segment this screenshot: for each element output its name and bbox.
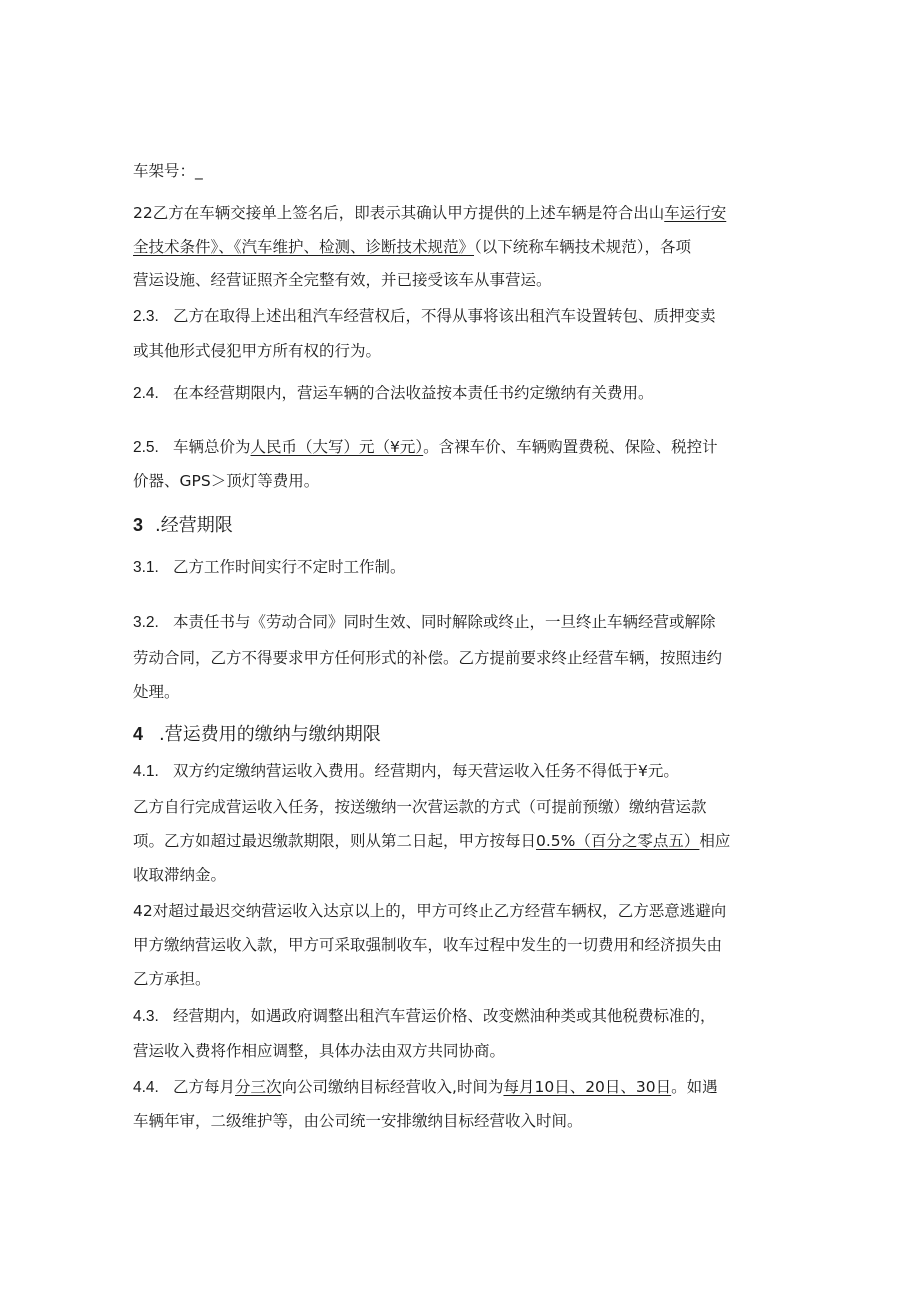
clause-2-5-line-1: [133, 437, 793, 458]
clause-number: 2.3.: [133, 308, 159, 325]
clause-4-1-text: 双方约定缴纳营运收入费用。经营期内，每天营运收入任务不得低于¥元。: [173, 762, 679, 780]
clause-2-2-text: 22乙方在车辆交接单上签名后，即表示其确认甲方提供的上述车辆是符合出山: [133, 204, 665, 222]
clause-2-3-text: 乙方在取得上述出租汽车经营权后，不得从事将该出租汽车设置转包、质押变卖: [173, 307, 716, 325]
section-4-heading: [133, 722, 793, 747]
clause-2-2-text: 营运设施、经营证照齐全完整有效，并已接受该车从事营运。: [133, 271, 552, 289]
clause-3-2-text: 劳动合同，乙方不得要求甲方任何形式的补偿。乙方提前要求终止经营车辆，按照违约: [133, 649, 723, 667]
clause-4-1-line-4: [133, 865, 793, 885]
clause-4-1-line-3: [133, 831, 793, 851]
clause-4-3-text: 营运收入费将作相应调整，具体办法由双方共同协商。: [133, 1042, 506, 1060]
clause-2-4-text: 在本经营期限内，营运车辆的合法收益按本责任书约定缴纳有关费用。: [173, 384, 654, 402]
underlined-text: 0.5%（百分之零点五）: [536, 832, 700, 850]
clause-4-3-line-1: [133, 1006, 793, 1027]
clause-2-3-text: 或其他形式侵犯甲方所有权的行为。: [133, 342, 382, 360]
clause-3-2-line-3: [133, 682, 793, 702]
underlined-text: 车运行安: [664, 204, 727, 222]
clause-3-2-text: 处理。: [133, 683, 180, 701]
clause-3-2-line-1: [133, 612, 793, 633]
clause-4-2-line-1: [133, 901, 793, 921]
clause-4-4-text: 乙方每月: [173, 1078, 236, 1096]
clause-4-2-text: 甲方缴纳营运收入款，甲方可采取强制收车，收车过程中发生的一切费用和经济损失由: [133, 936, 723, 954]
clause-number: 4.1.: [133, 763, 159, 780]
clause-4-1-text: 收取滞纳金。: [133, 866, 227, 884]
clause-2-5-line-2: [133, 471, 793, 491]
clause-4-4-text: 。如遇: [671, 1078, 718, 1096]
clause-2-4-line-1: [133, 383, 793, 404]
section-title: .经营期限: [155, 515, 233, 536]
clause-number: 4.3.: [133, 1008, 159, 1025]
frame-number-label: 车架号：_: [133, 162, 203, 180]
clause-4-4-line-2: [133, 1111, 793, 1131]
underlined-text: 分三次: [235, 1078, 282, 1096]
clause-4-3-text: 经营期内，如遇政府调整出租汽车营运价格、改变燃油种类或其他税费标准的，: [173, 1007, 716, 1025]
clause-4-1-line-1: [133, 761, 793, 782]
clause-3-2-text: 本责任书与《劳动合同》同时生效、同时解除或终止，一旦终止车辆经营或解除: [173, 613, 716, 631]
clause-4-1-text: 乙方自行完成营运收入任务，按送缴纳一次营运款的方式（可提前预缴）缴纳营运款: [133, 798, 707, 816]
clause-2-3-line-2: [133, 341, 793, 361]
clause-2-2-text: （以下统称车辆技术规范），各项: [474, 238, 692, 256]
clause-2-2-line-1: [133, 203, 793, 223]
clause-number: 3.1.: [133, 559, 159, 576]
clause-2-3-line-1: [133, 306, 793, 327]
clause-number: 2.4.: [133, 385, 159, 402]
underlined-text: 全技术条件》、《汽车维护、检测、诊断技术规范》: [133, 238, 475, 256]
clause-4-2-text: 42对超过最迟交纳营运收入达京以上的，甲方可终止乙方经营车辆权，乙方恶意逃避向: [133, 902, 727, 920]
clause-number: 3.2.: [133, 614, 159, 631]
clause-4-2-line-2: [133, 935, 793, 955]
clause-4-2-text: 乙方承担。: [133, 970, 211, 988]
clause-2-5-text: 车辆总价为: [173, 438, 251, 456]
clause-2-5-text: 。含裸车价、车辆购置费税、保险、税控计: [423, 438, 718, 456]
clause-3-1-line-1: [133, 557, 793, 578]
section-title: .营运费用的缴纳与缴纳期限: [159, 724, 381, 745]
clause-3-2-line-2: [133, 648, 793, 668]
clause-2-2-line-3: [133, 270, 793, 290]
clause-4-4-text: 向公司缴纳目标经营收入,时间为: [281, 1078, 504, 1096]
clause-4-4-line-1: [133, 1077, 793, 1098]
section-number: 3: [133, 515, 144, 535]
clause-2-2-line-2: [133, 237, 793, 257]
clause-4-1-line-2: [133, 797, 793, 817]
clause-3-1-text: 乙方工作时间实行不定时工作制。: [173, 558, 406, 576]
clause-4-3-line-2: [133, 1041, 793, 1061]
clause-number: 2.5.: [133, 439, 159, 456]
frame-number-line: [133, 161, 793, 181]
clause-2-5-text: 价器、GPS＞顶灯等费用。: [133, 472, 320, 490]
underlined-text: 人民币（大写）元（¥元）: [250, 438, 424, 456]
clause-4-4-text: 车辆年审，二级维护等，由公司统一安排缴纳目标经营收入时间。: [133, 1112, 583, 1130]
clause-4-1-text: 相应: [699, 832, 731, 850]
clause-4-1-text: 项。乙方如超过最迟缴款期限，则从第二日起，甲方按每日: [133, 832, 537, 850]
section-3-heading: [133, 513, 793, 538]
underlined-text: 每月10日、20日、30日: [503, 1078, 672, 1096]
clause-number: 4.4.: [133, 1079, 159, 1096]
clause-4-2-line-3: [133, 969, 793, 989]
section-number: 4: [133, 724, 144, 744]
